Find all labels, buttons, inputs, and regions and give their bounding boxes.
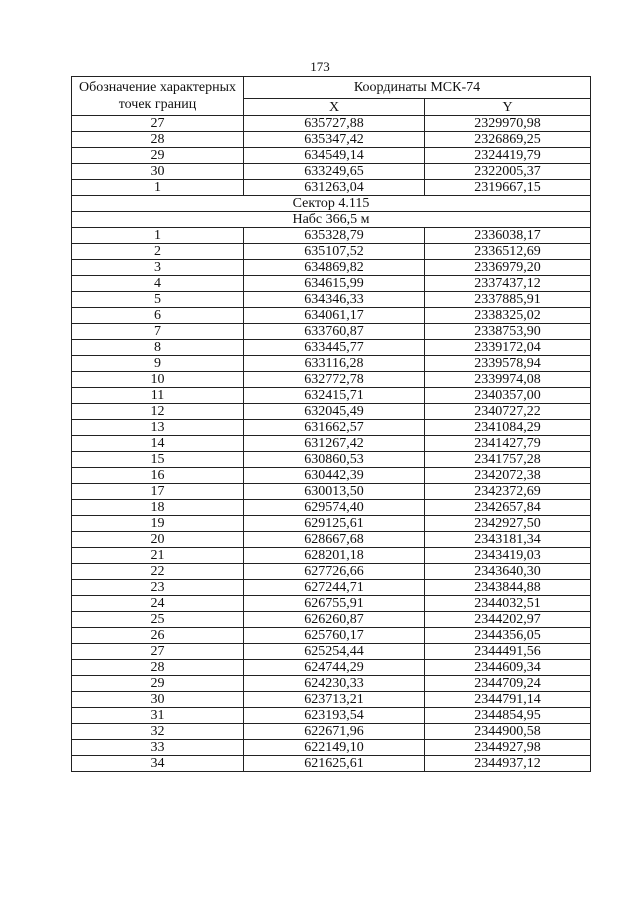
x-coordinate-cell: 633249,65 — [244, 164, 425, 180]
x-coordinate-cell: 631662,57 — [244, 420, 425, 436]
point-number-cell: 14 — [72, 436, 244, 452]
sector-section — [72, 196, 591, 228]
x-coordinate-cell: 630442,39 — [244, 468, 425, 484]
y-coordinate-cell: 2338325,02 — [425, 308, 591, 324]
y-coordinate-cell: 2342927,50 — [425, 516, 591, 532]
point-number-cell: 29 — [72, 148, 244, 164]
table-row — [72, 756, 591, 772]
y-coordinate-cell: 2326869,25 — [425, 132, 591, 148]
table-row — [72, 436, 591, 452]
table-row — [72, 676, 591, 692]
table-row — [72, 116, 591, 132]
point-number-cell: 28 — [72, 132, 244, 148]
point-number-cell: 26 — [72, 628, 244, 644]
x-coordinate-cell: 634346,33 — [244, 292, 425, 308]
coords-system-header: Координаты МСК-74 — [244, 77, 591, 99]
x-coordinate-cell: 625760,17 — [244, 628, 425, 644]
table-row — [72, 180, 591, 196]
point-number-cell: 23 — [72, 580, 244, 596]
point-number-cell: 15 — [72, 452, 244, 468]
table-row — [72, 132, 591, 148]
y-coordinate-cell: 2324419,79 — [425, 148, 591, 164]
x-coordinate-cell: 630013,50 — [244, 484, 425, 500]
table-row — [72, 564, 591, 580]
x-coordinate-cell: 625254,44 — [244, 644, 425, 660]
x-coordinate-cell: 635107,52 — [244, 244, 425, 260]
top-rows — [72, 116, 591, 196]
point-number-cell: 29 — [72, 676, 244, 692]
point-number-cell: 24 — [72, 596, 244, 612]
y-coordinate-cell: 2319667,15 — [425, 180, 591, 196]
table-row — [72, 228, 591, 244]
y-coordinate-cell: 2344937,12 — [425, 756, 591, 772]
point-number-cell: 31 — [72, 708, 244, 724]
point-number-cell: 6 — [72, 308, 244, 324]
y-coordinate-cell: 2343181,34 — [425, 532, 591, 548]
coordinates-table — [71, 76, 591, 772]
x-coordinate-cell: 621625,61 — [244, 756, 425, 772]
y-coordinate-cell: 2338753,90 — [425, 324, 591, 340]
y-coordinate-cell: 2344900,58 — [425, 724, 591, 740]
y-coordinate-cell: 2342372,69 — [425, 484, 591, 500]
point-number-cell: 21 — [72, 548, 244, 564]
table-row — [72, 324, 591, 340]
point-number-cell: 28 — [72, 660, 244, 676]
x-coordinate-cell: 629125,61 — [244, 516, 425, 532]
table-row — [72, 692, 591, 708]
x-coordinate-cell: 627244,71 — [244, 580, 425, 596]
y-column-header: Y — [425, 99, 591, 116]
table-row — [72, 244, 591, 260]
x-coordinate-cell: 623193,54 — [244, 708, 425, 724]
table-row — [72, 660, 591, 676]
table-row — [72, 580, 591, 596]
x-coordinate-cell: 628201,18 — [244, 548, 425, 564]
table-row — [72, 724, 591, 740]
table-row — [72, 596, 591, 612]
y-coordinate-cell: 2343640,30 — [425, 564, 591, 580]
x-coordinate-cell: 622671,96 — [244, 724, 425, 740]
x-coordinate-cell: 628667,68 — [244, 532, 425, 548]
point-number-cell: 30 — [72, 164, 244, 180]
y-coordinate-cell: 2336512,69 — [425, 244, 591, 260]
point-number-cell: 19 — [72, 516, 244, 532]
y-coordinate-cell: 2336038,17 — [425, 228, 591, 244]
y-coordinate-cell: 2344709,24 — [425, 676, 591, 692]
point-number-cell: 1 — [72, 180, 244, 196]
y-coordinate-cell: 2322005,37 — [425, 164, 591, 180]
table-row — [72, 452, 591, 468]
y-coordinate-cell: 2344356,05 — [425, 628, 591, 644]
table-row — [72, 484, 591, 500]
x-coordinate-cell: 624744,29 — [244, 660, 425, 676]
y-coordinate-cell: 2341757,28 — [425, 452, 591, 468]
table-row — [72, 372, 591, 388]
page-number: 173 — [310, 59, 330, 74]
point-number-cell: 25 — [72, 612, 244, 628]
y-coordinate-cell: 2344032,51 — [425, 596, 591, 612]
x-coordinate-cell: 631263,04 — [244, 180, 425, 196]
x-coordinate-cell: 635347,42 — [244, 132, 425, 148]
y-coordinate-cell: 2344854,95 — [425, 708, 591, 724]
point-number-cell: 22 — [72, 564, 244, 580]
x-coordinate-cell: 630860,53 — [244, 452, 425, 468]
point-number-cell: 18 — [72, 500, 244, 516]
sector-label: Сектор 4.115 — [72, 196, 591, 212]
table-row — [72, 468, 591, 484]
x-coordinate-cell: 624230,33 — [244, 676, 425, 692]
y-coordinate-cell: 2344609,34 — [425, 660, 591, 676]
x-coordinate-cell: 633445,77 — [244, 340, 425, 356]
x-coordinate-cell: 627726,66 — [244, 564, 425, 580]
y-coordinate-cell: 2340727,22 — [425, 404, 591, 420]
x-coordinate-cell: 634869,82 — [244, 260, 425, 276]
y-coordinate-cell: 2341427,79 — [425, 436, 591, 452]
x-coordinate-cell: 629574,40 — [244, 500, 425, 516]
y-coordinate-cell: 2329970,98 — [425, 116, 591, 132]
point-number-cell: 2 — [72, 244, 244, 260]
point-number-cell: 17 — [72, 484, 244, 500]
x-coordinate-cell: 632415,71 — [244, 388, 425, 404]
table-row — [72, 612, 591, 628]
point-number-cell: 12 — [72, 404, 244, 420]
x-coordinate-cell: 631267,42 — [244, 436, 425, 452]
table-row — [72, 532, 591, 548]
point-number-cell: 27 — [72, 644, 244, 660]
x-coordinate-cell: 623713,21 — [244, 692, 425, 708]
x-coordinate-cell: 634615,99 — [244, 276, 425, 292]
table-row — [72, 644, 591, 660]
point-number-cell: 3 — [72, 260, 244, 276]
x-coordinate-cell: 635328,79 — [244, 228, 425, 244]
point-number-cell: 5 — [72, 292, 244, 308]
y-coordinate-cell: 2337437,12 — [425, 276, 591, 292]
y-coordinate-cell: 2344927,98 — [425, 740, 591, 756]
point-number-cell: 1 — [72, 228, 244, 244]
x-column-header: X — [244, 99, 425, 116]
table-row — [72, 276, 591, 292]
table-row — [72, 260, 591, 276]
table-row — [72, 420, 591, 436]
x-coordinate-cell: 634549,14 — [244, 148, 425, 164]
y-coordinate-cell: 2336979,20 — [425, 260, 591, 276]
point-number-cell: 16 — [72, 468, 244, 484]
y-coordinate-cell: 2339578,94 — [425, 356, 591, 372]
table-row — [72, 292, 591, 308]
height-label: Набс 366,5 м — [72, 212, 591, 228]
y-coordinate-cell: 2337885,91 — [425, 292, 591, 308]
x-coordinate-cell: 632045,49 — [244, 404, 425, 420]
table-row — [72, 308, 591, 324]
point-number-cell: 7 — [72, 324, 244, 340]
point-number-cell: 32 — [72, 724, 244, 740]
x-coordinate-cell: 626260,87 — [244, 612, 425, 628]
point-number-cell: 11 — [72, 388, 244, 404]
table-row — [72, 404, 591, 420]
table-row — [72, 708, 591, 724]
point-number-cell: 33 — [72, 740, 244, 756]
point-number-cell: 30 — [72, 692, 244, 708]
x-coordinate-cell: 633116,28 — [244, 356, 425, 372]
x-coordinate-cell: 633760,87 — [244, 324, 425, 340]
y-coordinate-cell: 2344491,56 — [425, 644, 591, 660]
table-row — [72, 740, 591, 756]
y-coordinate-cell: 2343419,03 — [425, 548, 591, 564]
y-coordinate-cell: 2343844,88 — [425, 580, 591, 596]
sector-rows — [72, 228, 591, 772]
point-number-cell: 8 — [72, 340, 244, 356]
table-row — [72, 148, 591, 164]
table-row — [72, 516, 591, 532]
x-coordinate-cell: 635727,88 — [244, 116, 425, 132]
x-coordinate-cell: 626755,91 — [244, 596, 425, 612]
point-number-cell: 34 — [72, 756, 244, 772]
table-row — [72, 500, 591, 516]
y-coordinate-cell: 2341084,29 — [425, 420, 591, 436]
point-number-cell: 10 — [72, 372, 244, 388]
x-coordinate-cell: 634061,17 — [244, 308, 425, 324]
table-row — [72, 628, 591, 644]
y-coordinate-cell: 2344791,14 — [425, 692, 591, 708]
y-coordinate-cell: 2344202,97 — [425, 612, 591, 628]
table-row — [72, 340, 591, 356]
y-coordinate-cell: 2339172,04 — [425, 340, 591, 356]
table-row — [72, 356, 591, 372]
point-number-cell: 20 — [72, 532, 244, 548]
table-row — [72, 164, 591, 180]
point-number-cell: 9 — [72, 356, 244, 372]
point-number-cell: 13 — [72, 420, 244, 436]
y-coordinate-cell: 2342072,38 — [425, 468, 591, 484]
table-row — [72, 388, 591, 404]
points-column-header: Обозначение характерных точек границ — [72, 77, 244, 116]
table-row — [72, 548, 591, 564]
y-coordinate-cell: 2342657,84 — [425, 500, 591, 516]
x-coordinate-cell: 632772,78 — [244, 372, 425, 388]
y-coordinate-cell: 2339974,08 — [425, 372, 591, 388]
point-number-cell: 4 — [72, 276, 244, 292]
y-coordinate-cell: 2340357,00 — [425, 388, 591, 404]
point-number-cell: 27 — [72, 116, 244, 132]
x-coordinate-cell: 622149,10 — [244, 740, 425, 756]
